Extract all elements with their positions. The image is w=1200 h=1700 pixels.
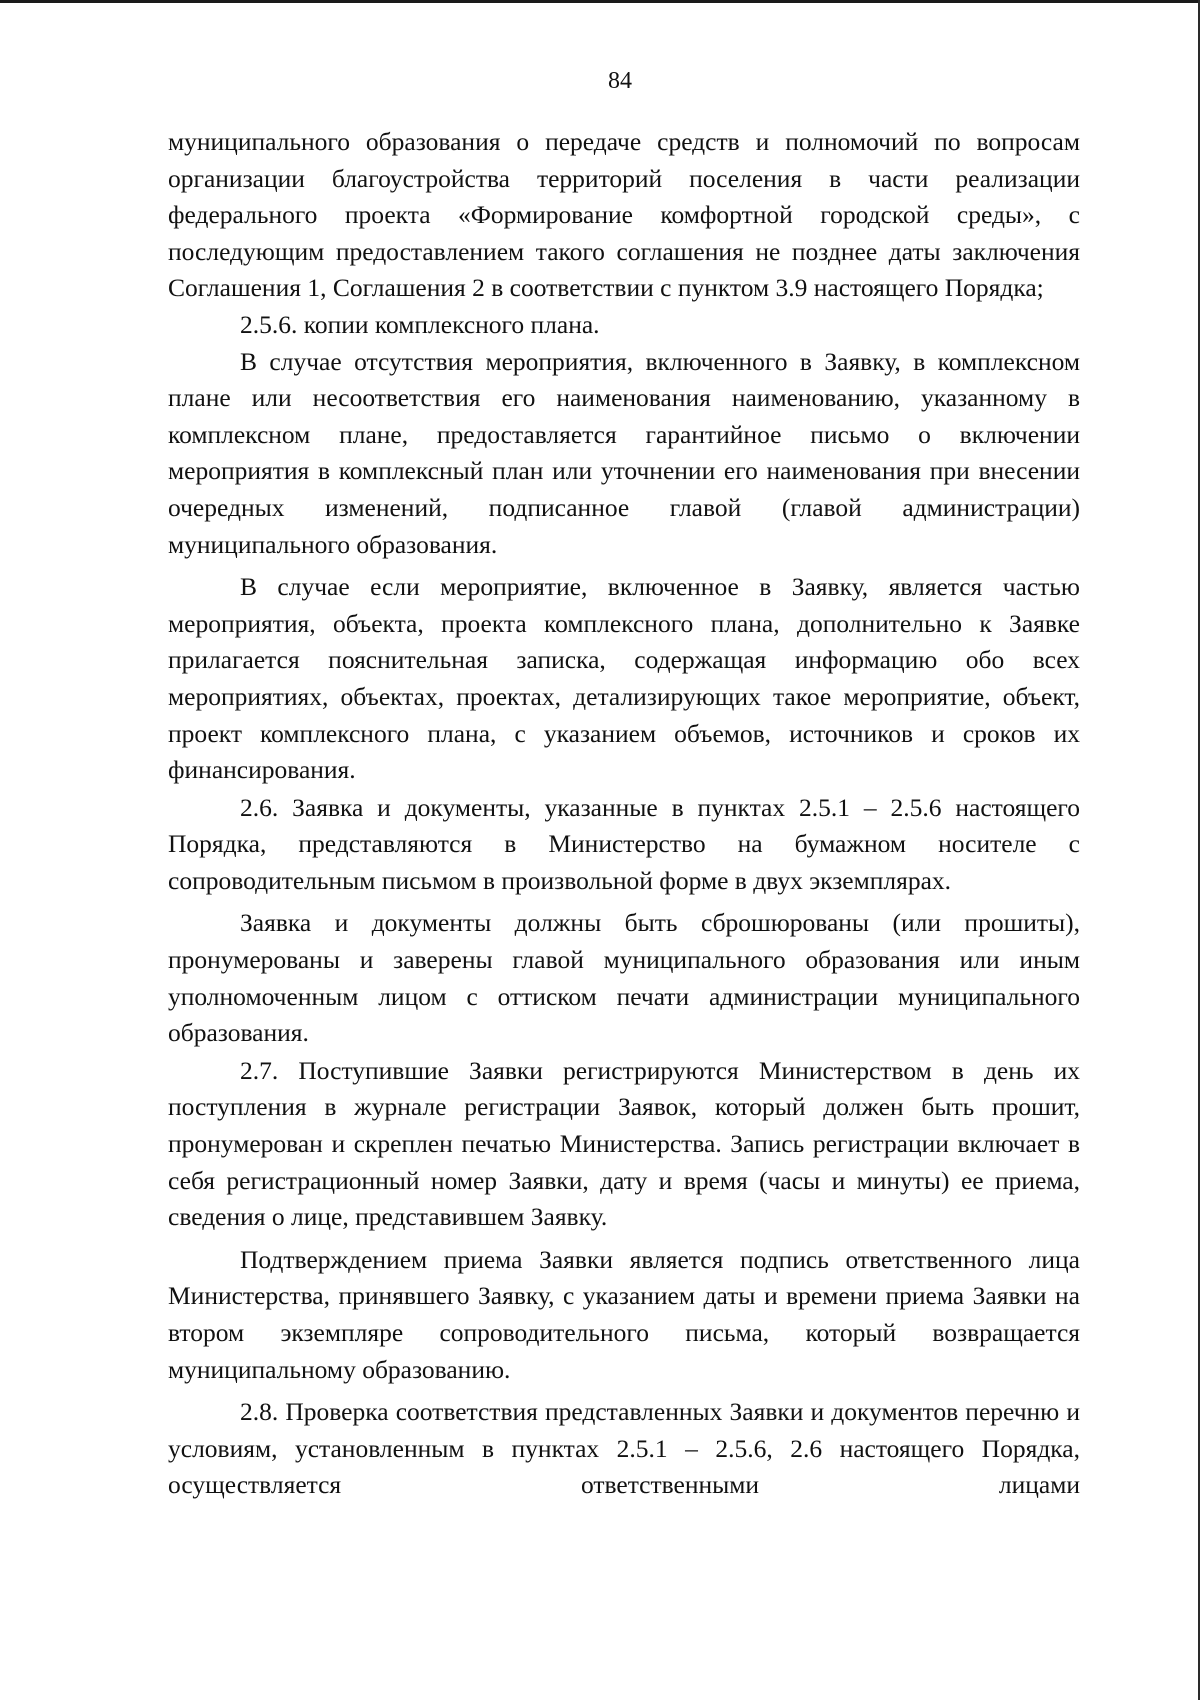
paragraph-2-8: 2.8. Проверка соответствия представленных Заявки и документов перечню и условиям, установленным в пунктах 2.5.1 – 2.5.6, 2.6 настоящего Порядка, осуществляется ответственными лицами [168,1397,1080,1500]
paragraph-2-5-6: 2.5.6. копии комплексного плана. [240,309,600,339]
paragraph-2-7: 2.7. Поступившие Заявки регистрируются Министерством в день их поступления в журнале регистрации Заявок, который должен быть прошит, пронумерован и скреплен печатью Министерства. Запись регистрации включает в себя регистрационный номер Заявки, дату и время (часы и минуты) ее приема, сведения о лице, представившем Заявку. [168,1055,1080,1232]
paragraph-guarantee-letter: В случае отсутствия мероприятия, включенного в Заявку, в комплексном плане или несоответствия его наименования наименованию, указанному в комплексном плане, предоставляется гарантийное письмо о включении мероприятия в комплексный план или уточнении его наименования при внесении очередных изменений, подписанное главой (главой администрации) муниципального образования. [168,346,1080,559]
paragraph-binding: Заявка и документы должны быть сброшюрованы (или прошиты), пронумерованы и заверены главой муниципального образования или иным уполномоченным лицом с оттиском печати администрации муниципального образования. [168,908,1080,1048]
document-text [168,124,1080,1504]
paragraph-receipt-confirmation: Подтверждением приема Заявки является подпись ответственного лица Министерства, принявшего Заявку, с указанием даты и времени приема Заявки на втором экземпляре сопроводительного письма, который возвращается муниципальному образованию. [168,1244,1080,1384]
scan-edge-top [0,0,1200,3]
paragraph-agreement-continuation: муниципального образования о передаче средств и полномочий по вопросам организации благоустройства территорий поселения в части реализации федерального проекта «Формирование комфортной городской среды», с последующим предоставлением такого соглашения не позднее даты заключения Соглашения 1, Соглашения 2 в соответствии с пунктом 3.9 настоящего Порядка; [168,127,1080,303]
paragraph-2-6: 2.6. Заявка и документы, указанные в пунктах 2.5.1 – 2.5.6 настоящего Порядка, представляются в Министерство на бумажном носителе с сопроводительным письмом в произвольной форме в двух экземплярах. [168,792,1080,895]
page-number: 84 [608,68,632,94]
paragraph-explanatory-note: В случае если мероприятие, включенное в Заявку, является частью мероприятия, объекта, проекта комплексного плана, дополнительно к Заявке прилагается пояснительная записка, содержащая информацию обо всех мероприятиях, объектах, проектах, детализирующих такое мероприятие, объект, проект комплексного плана, с указанием объемов, источников и сроков их финансирования. [168,572,1080,785]
